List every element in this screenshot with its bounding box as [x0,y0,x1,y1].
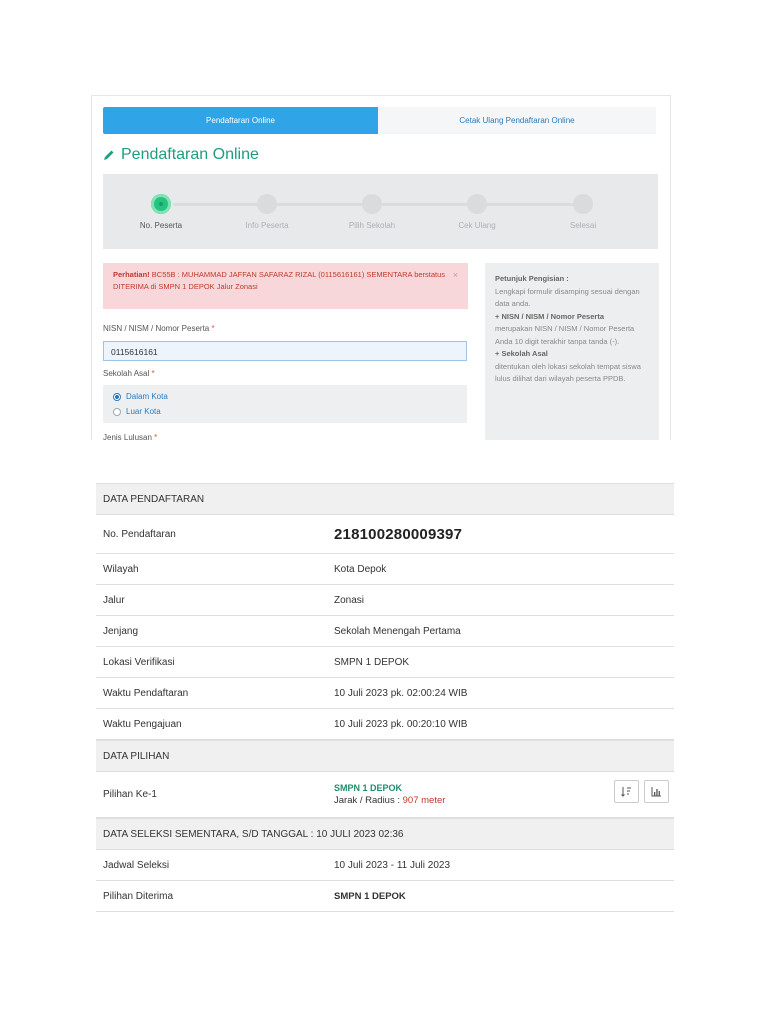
registration-form-panel [91,95,671,440]
page-title [103,146,259,164]
table-row [96,881,674,912]
page-title-text: Pendaftaran Online [121,146,259,163]
tab-reprint-registration[interactable]: Cetak Ulang Pendaftaran Online [378,107,656,134]
chart-button[interactable] [644,780,669,803]
step-label-2: Info Peserta [245,221,289,230]
step-dot-4 [467,194,487,214]
row-value: Zonasi [334,594,365,606]
registration-data-table [96,483,674,912]
row-label: Jadwal Seleksi [103,859,170,871]
distance-value: 907 meter [402,795,446,806]
school-origin-label [103,369,155,378]
row-label: Jalur [103,594,125,606]
row-label: Jenjang [103,625,139,637]
section-title: DATA SELEKSI SEMENTARA, S/D TANGGAL : 10 JULI 2023 02:36 [103,828,404,840]
accepted-school: SMPN 1 DEPOK [334,890,406,902]
hint-item1-title: + NISN / NISM / Nomor Peserta [495,311,604,321]
progress-stepper [103,174,658,249]
close-icon[interactable]: × [452,270,458,280]
hint-item1-text: merupakan NISN / NISM / Nomor Peserta Anda 10 digit terakhir tanpa tanda (-). [495,324,635,346]
step-label-3: Pilih Sekolah [348,221,396,230]
required-mark: * [211,324,215,333]
section-title: DATA PILIHAN [103,750,170,762]
row-label: Wilayah [103,563,139,575]
sort-icon [621,786,632,797]
step-dot-3 [362,194,382,214]
section-title: DATA PENDAFTARAN [103,493,205,505]
table-row [96,647,674,678]
row-value: SMPN 1 DEPOK [334,656,410,668]
alert-text: BC55B : MUHAMMAD JAFFAN SAFARAZ RIZAL (0115616161) SEMENTARA berstatus DITERIMA di SMPN 1 DEPOK Jalur Zonasi [113,270,446,291]
tab-bar [103,107,656,134]
table-row [96,772,674,818]
tab-online-registration[interactable]: Pendaftaran Online [103,107,378,134]
instructions-panel [485,263,659,440]
table-row [96,554,674,585]
row-label: Lokasi Verifikasi [103,656,175,668]
radio-unchecked-icon[interactable] [113,408,121,416]
table-row [96,616,674,647]
row-label: Waktu Pendaftaran [103,687,189,699]
choice-school: SMPN 1 DEPOK [334,783,403,793]
required-mark: * [154,433,158,440]
hint-title: Petunjuk Pengisian : [495,274,569,283]
school-origin-label-text: Sekolah Asal [103,369,150,378]
school-origin-radio-group [103,385,467,423]
step-label-5: Selesai [569,221,597,230]
choice-actions [614,780,669,803]
section-header-choice [96,740,674,772]
step-label-4: Cek Ulang [458,221,496,230]
section-header-registration [96,483,674,515]
choice-cell [334,783,674,806]
row-value: Sekolah Menengah Pertama [334,625,461,637]
radio-option-out-city[interactable] [113,407,161,416]
radio-label: Luar Kota [126,407,161,416]
registration-number: 218100280009397 [334,525,463,543]
step-dot-2 [257,194,277,214]
step-label-1: No. Peserta [139,221,183,230]
radio-option-in-city[interactable] [113,392,168,401]
row-label: No. Pendaftaran [103,528,176,540]
table-row [96,515,674,554]
status-alert [103,263,468,309]
row-value: 10 Juli 2023 - 11 Juli 2023 [334,859,451,871]
row-label: Pilihan Diterima [103,890,174,902]
required-mark: * [151,369,155,378]
radio-checked-icon[interactable] [113,393,121,401]
row-value: Kota Depok [334,563,387,575]
step-dot-5 [573,194,593,214]
distance-prefix: Jarak / Radius : [334,795,403,806]
step-dot-1 [151,194,171,214]
row-value: 10 Juli 2023 pk. 00:20:10 WIB [334,718,468,730]
pencil-icon [103,149,115,161]
row-label: Pilihan Ke-1 [103,789,157,800]
bar-chart-icon [651,786,662,797]
sort-button[interactable] [614,780,639,803]
table-row [96,585,674,616]
nisn-label [103,324,215,333]
nisn-input[interactable]: 0115616161 [103,341,467,361]
nisn-label-text: NISN / NISM / Nomor Peserta [103,324,210,333]
graduation-type-label [103,433,157,440]
section-header-selection [96,818,674,850]
row-label: Waktu Pengajuan [103,718,182,730]
hint-item2-title: + Sekolah Asal [495,349,548,358]
table-row [96,850,674,881]
radio-label: Dalam Kota [126,392,168,401]
alert-strong: Perhatian! [113,270,150,279]
table-row [96,709,674,740]
row-value: 10 Juli 2023 pk. 02:00:24 WIB [334,687,468,699]
hint-intro: Lengkapi formulir disamping sesuai dengan data anda. [495,286,640,308]
table-row [96,678,674,709]
hint-item2-text: ditentukan oleh lokasi sekolah tempat siswa lulus dilihat dari wilayah peserta PPDB. [495,361,641,383]
graduation-type-label-text: Jenis Lulusan [103,433,152,440]
